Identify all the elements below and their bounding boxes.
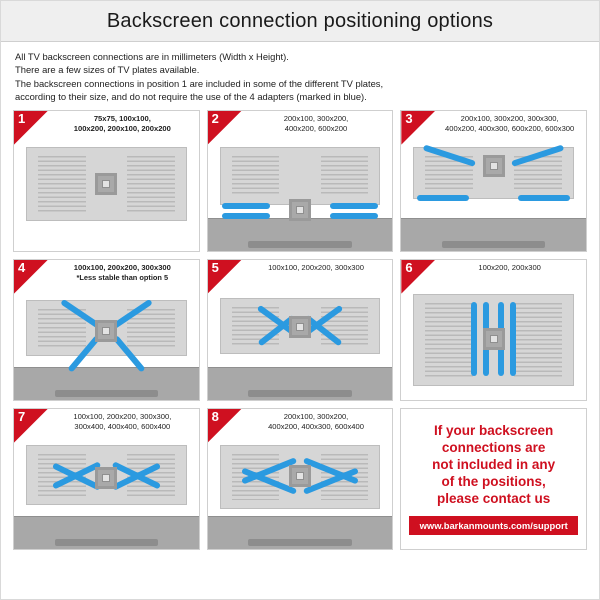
option-caption-8-line1: 200x100, 300x200, bbox=[283, 411, 349, 421]
tv-stand bbox=[14, 367, 199, 400]
adapter-arm-right bbox=[330, 203, 378, 209]
stand-base bbox=[55, 539, 158, 546]
option-caption-6 bbox=[437, 263, 582, 273]
option-caption-8 bbox=[244, 412, 389, 432]
vent-right bbox=[514, 303, 562, 377]
contact-message bbox=[432, 422, 555, 507]
option-diagram-7 bbox=[14, 439, 199, 549]
mount-plate bbox=[95, 173, 117, 195]
mount-hole bbox=[296, 323, 304, 331]
mount-plate bbox=[483, 155, 505, 177]
option-caption-4-note: *Less stable than option 5 bbox=[76, 272, 169, 282]
option-number-1: 1 bbox=[18, 110, 26, 126]
mount-hole bbox=[296, 472, 304, 480]
tv-stand bbox=[208, 516, 393, 549]
option-caption-1-line2: 100x200, 200x100, 200x200 bbox=[73, 123, 171, 133]
option-number-4: 4 bbox=[18, 259, 26, 275]
mount-hole bbox=[490, 162, 498, 170]
option-caption-1-line1: 75x75, 100x100, bbox=[93, 113, 151, 123]
tv-panel bbox=[26, 147, 187, 221]
option-card-3 bbox=[400, 110, 587, 252]
option-number-3: 3 bbox=[405, 110, 413, 126]
option-caption-4-line1: 100x100, 200x200, 300x300 bbox=[73, 262, 171, 272]
intro-line-4: according to their size, and do not require the use of the 4 adapters (marked in blue). bbox=[15, 91, 367, 103]
mount-hole bbox=[102, 180, 110, 188]
stand-base bbox=[248, 390, 351, 397]
vent-right bbox=[321, 156, 369, 196]
options-grid bbox=[1, 110, 599, 550]
option-diagram-2 bbox=[208, 141, 393, 251]
adapter-arm-left-2 bbox=[222, 213, 270, 219]
option-diagram-4 bbox=[14, 290, 199, 400]
contact-line-1: If your backscreen bbox=[434, 423, 554, 439]
contact-line-2: connections are bbox=[441, 440, 546, 456]
option-caption-3 bbox=[437, 114, 582, 134]
stand-base bbox=[248, 241, 351, 248]
option-caption-3-line1: 200x100, 300x200, 300x300, bbox=[460, 113, 559, 123]
contact-line-5: please contact us bbox=[437, 491, 551, 507]
mount-hole bbox=[490, 335, 498, 343]
mount-plate bbox=[289, 465, 311, 487]
option-caption-5 bbox=[244, 263, 389, 273]
contact-line-4: of the positions, bbox=[441, 474, 546, 490]
contact-line-3: not included in any bbox=[432, 457, 556, 473]
vent-left bbox=[425, 303, 473, 377]
adapter-arm-lower-right bbox=[518, 195, 570, 201]
intro-text bbox=[1, 42, 599, 110]
option-diagram-5 bbox=[208, 290, 393, 400]
option-caption-7-line2: 300x400, 400x400, 600x400 bbox=[74, 421, 171, 431]
adapter-arm-lower-left bbox=[417, 195, 469, 201]
mount-hole bbox=[102, 327, 110, 335]
tv-panel bbox=[220, 147, 381, 205]
stand-base bbox=[442, 241, 545, 248]
option-caption-2 bbox=[244, 114, 389, 134]
option-caption-4 bbox=[50, 263, 195, 283]
option-card-4 bbox=[13, 259, 200, 401]
option-caption-7-line1: 100x100, 200x200, 300x300, bbox=[73, 411, 172, 421]
contact-box bbox=[400, 408, 587, 550]
stand-base bbox=[55, 390, 158, 397]
option-caption-6-line1: 100x200, 200x300 bbox=[478, 262, 541, 272]
option-number-6: 6 bbox=[405, 259, 413, 275]
option-card-7 bbox=[13, 408, 200, 550]
option-card-5 bbox=[207, 259, 394, 401]
option-card-6 bbox=[400, 259, 587, 401]
option-card-2 bbox=[207, 110, 394, 252]
adapter-arm-right-2 bbox=[330, 213, 378, 219]
option-caption-2-line2: 400x200, 600x200 bbox=[284, 123, 348, 133]
tv-stand bbox=[208, 218, 393, 251]
option-card-8 bbox=[207, 408, 394, 550]
support-url-button[interactable]: www.barkanmounts.com/support bbox=[409, 516, 578, 535]
mount-plate bbox=[95, 467, 117, 489]
option-diagram-8 bbox=[208, 439, 393, 549]
mount-hole bbox=[102, 474, 110, 482]
option-caption-7 bbox=[50, 412, 195, 432]
option-caption-5-line1: 100x100, 200x200, 300x300 bbox=[268, 262, 364, 272]
vent-right bbox=[127, 156, 175, 212]
option-number-2: 2 bbox=[211, 110, 219, 126]
page-header bbox=[1, 1, 599, 42]
option-caption-8-line2: 400x200, 400x300, 600x400 bbox=[268, 421, 364, 431]
adapter-arm-left bbox=[222, 203, 270, 209]
option-number-8: 8 bbox=[211, 408, 219, 424]
mount-plate bbox=[289, 316, 311, 338]
option-diagram-6 bbox=[401, 290, 586, 400]
option-caption-2-line1: 200x100, 300x200, bbox=[283, 113, 349, 123]
adapter-arm-vertical-right bbox=[510, 302, 516, 376]
option-number-5: 5 bbox=[211, 259, 219, 275]
stand-base bbox=[248, 539, 351, 546]
option-number-7: 7 bbox=[18, 408, 26, 424]
mount-hole bbox=[296, 206, 304, 214]
vent-left bbox=[232, 156, 280, 196]
mount-plate bbox=[95, 320, 117, 342]
tv-stand bbox=[401, 218, 586, 251]
adapter-arm-vertical-left bbox=[471, 302, 477, 376]
option-diagram-3 bbox=[401, 141, 586, 251]
intro-line-1: All TV backscreen connections are in millimeters (Width x Height). bbox=[15, 51, 289, 62]
option-caption-1 bbox=[50, 114, 195, 134]
mount-plate bbox=[483, 328, 505, 350]
vent-left bbox=[232, 307, 280, 345]
tv-stand bbox=[208, 367, 393, 400]
tv-stand bbox=[14, 516, 199, 549]
option-diagram-1 bbox=[14, 141, 199, 251]
option-card-1 bbox=[13, 110, 200, 252]
intro-line-2: There are a few sizes of TV plates available. bbox=[15, 64, 200, 76]
intro-line-3: The backscreen connections in position 1 are included in some of the different TV plates, bbox=[15, 77, 384, 89]
mount-plate bbox=[289, 199, 311, 221]
vent-left bbox=[38, 156, 86, 212]
option-caption-3-line2: 400x200, 400x300, 600x200, 600x300 bbox=[445, 123, 575, 133]
page-title: Backscreen connection positioning options bbox=[106, 9, 494, 32]
